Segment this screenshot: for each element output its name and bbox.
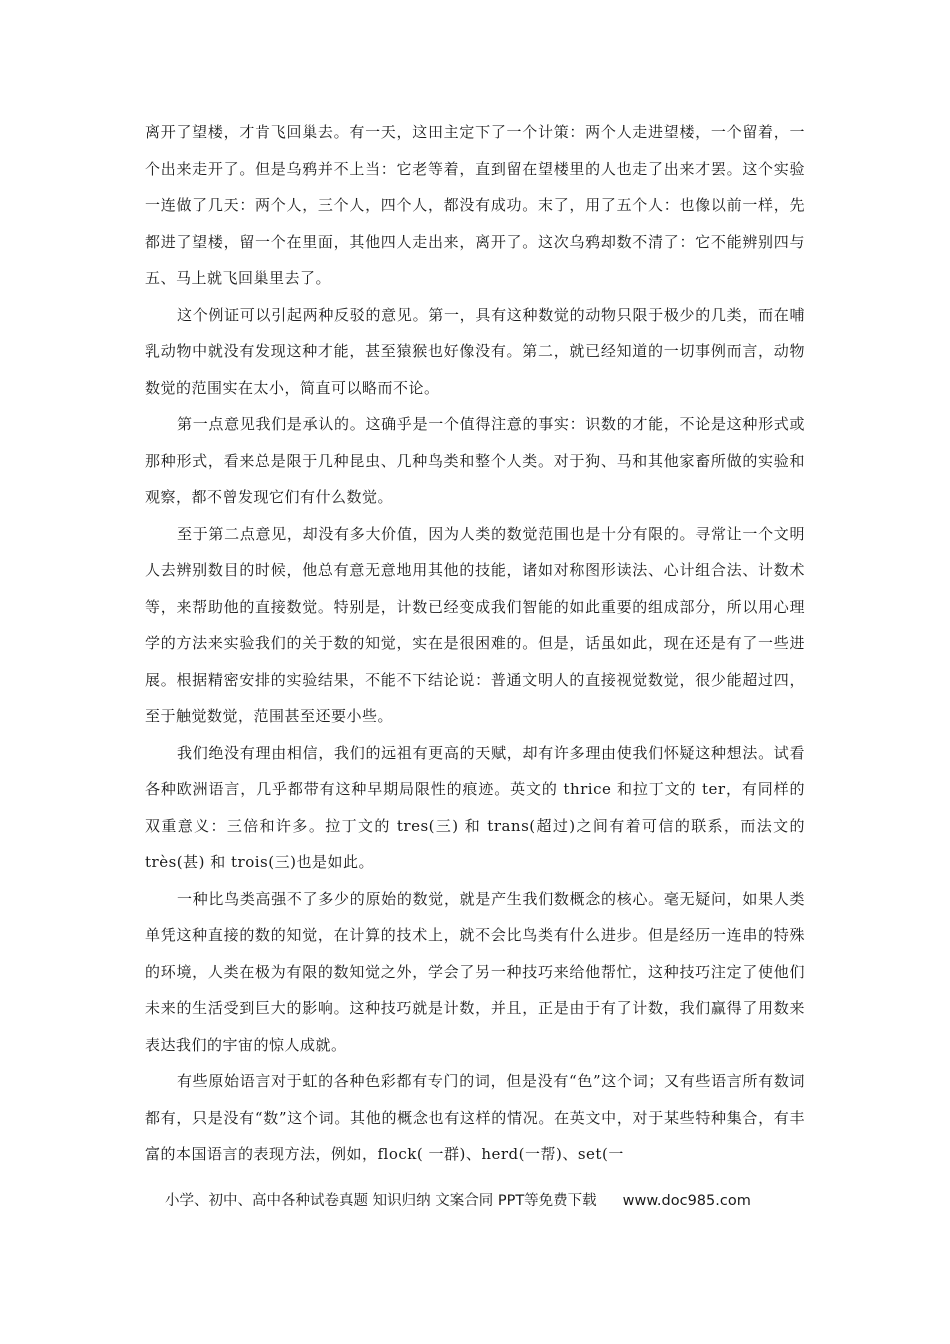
footer-website-link[interactable]: www.doc985.com [622,1193,751,1209]
paragraph-5: 我们绝没有理由相信，我们的远祖有更高的天赋，却有许多理由使我们怀疑这种想法。试看各种欧洲语言，几乎都带有这种早期局限性的痕迹。英文的 thrice 和拉丁文的 ter，有同样的双重意义：三倍和许多。拉丁文的 tres(三) 和 trans(超过)之间有着可信的联系，而法文的 très(甚) 和 trois(三)也是如此。 [145,743,805,871]
paragraph-1: 离开了望楼，才肯飞回巢去。有一天，这田主定下了一个计策：两个人走进望楼，一个留着，一个出来走开了。但是乌鸦并不上当：它老等着，直到留在望楼里的人也走了出来才罢。这个实验一连做了几天：两个人，三个人，四个人，都没有成功。末了，用了五个人：也像以前一样，先都进了望楼，留一个在里面，其他四人走出来，离开了。这次乌鸦却数不清了：它不能辨别四与五、马上就飞回巢里去了。 [145,123,805,287]
paragraph-6: 一种比鸟类高强不了多少的原始的数觉，就是产生我们数概念的核心。毫无疑问，如果人类单凭这种直接的数的知觉，在计算的技术上，就不会比鸟类有什么进步。但是经历一连串的特殊的环境，人类在极为有限的数知觉之外，学会了另一种技巧来给他帮忙，这种技巧注定了使他们未来的生活受到巨大的影响。这种技巧就是计数，并且，正是由于有了计数，我们赢得了用数来表达我们的宇宙的惊人成就。 [145,889,805,1054]
paragraph-7: 有些原始语言对于虹的各种色彩都有专门的词，但是没有“色”这个词；又有些语言所有数词都有，只是没有“数”这个词。其他的概念也有这样的情况。在英文中，对于某些特种集合，有丰富的本国语言的表现方法，例如，flock( 一群)、herd(一帮)、set(一 [145,1072,805,1163]
footer-promo-text: 小学、初中、高中各种试卷真题 知识归纳 文案合同 PPT等免费下载 [165,1193,597,1209]
body-text [145,114,805,1173]
paragraph-4: 至于第二点意见，却没有多大价值，因为人类的数觉范围也是十分有限的。寻常让一个文明人去辨别数目的时候，他总有意无意地用其他的技能，诸如对称图形读法、心计组合法、计数术等，来帮助他的直接数觉。特别是，计数已经变成我们智能的如此重要的组成部分，所以用心理学的方法来实验我们的关于数的知觉，实在是很困难的。但是，话虽如此，现在还是有了一些进展。根据精密安排的实验结果，不能不下结论说：普通文明人的直接视觉数觉，很少能超过四，至于触觉数觉，范围甚至还要小些。 [145,524,805,725]
paragraph-2: 这个例证可以引起两种反驳的意见。第一，具有这种数觉的动物只限于极少的几类，而在哺乳动物中就没有发现这种才能，甚至猿猴也好像没有。第二，就已经知道的一切事例而言，动物数觉的范围实在太小，简直可以略而不论。 [145,305,805,397]
paragraph-3: 第一点意见我们是承认的。这确乎是一个值得注意的事实：识数的才能，不论是这种形式或那种形式，看来总是限于几种昆虫、几种鸟类和整个人类。对于狗、马和其他家畜所做的实验和观察，都不曾发现它们有什么数觉。 [145,415,805,506]
page-footer [145,1189,805,1213]
